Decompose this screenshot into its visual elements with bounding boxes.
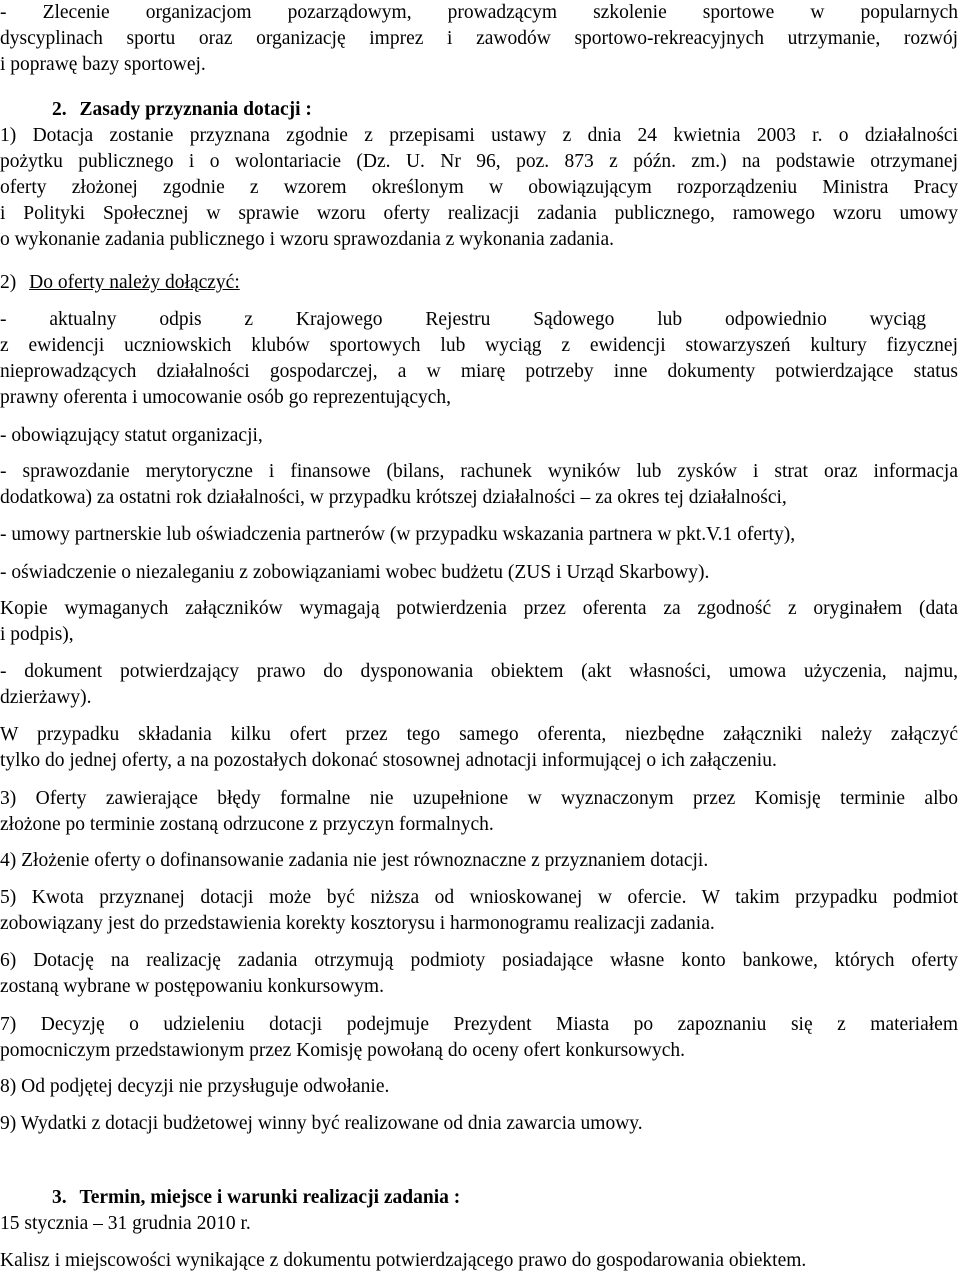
line: prawny oferenta i umocowanie osób go reprezentujących, xyxy=(0,387,452,408)
paragraph-1 xyxy=(0,123,958,253)
realization-dates: 15 stycznia – 31 grudnia 2010 r. xyxy=(0,1213,251,1234)
line: dodatkowa) za ostatni rok działalności, w przypadku krótszej działalności – za okres tej działalności, xyxy=(0,487,787,508)
paragraph-9: 9) Wydatki z dotacji budżetowej winny być realizowane od dnia zawarcia umowy. xyxy=(0,1113,643,1134)
line: oferty złożonej zgodnie z wzorem określonym w obowiązującym rozporządzeniu Ministra Pracy xyxy=(0,177,958,198)
line: z ewidencji uczniowskich klubów sportowych lub wyciąg z ewidencji stowarzyszeń kultury fizycznej xyxy=(0,335,958,356)
line: 7) Decyzję o udzieleniu dotacji podejmuje Prezydent Miasta po zapoznaniu się z materiałem xyxy=(0,1014,958,1035)
realization-place: Kalisz i miejscowości wynikające z dokumentu potwierdzającego prawo do gospodarowania obiektem. xyxy=(0,1250,807,1271)
paragraph-4: 4) Złożenie oferty o dofinansowanie zadania nie jest równoznaczne z przyznaniem dotacji. xyxy=(0,850,709,871)
section-3-heading xyxy=(52,1185,960,1211)
line: - dokument potwierdzający prawo do dysponowania obiektem (akt własności, umowa użyczenia, najmu, xyxy=(0,661,958,682)
line: i Polityki Społecznej w sprawie wzoru oferty realizacji zadania publicznego, ramowego wzoru umowy xyxy=(0,203,958,224)
line: pomocniczym przedstawionym przez Komisję powołaną do oceny ofert konkursowych. xyxy=(0,1040,686,1061)
attachment-krs xyxy=(0,307,958,411)
line: tylko do jednej oferty, a na pozostałych dokonać stosownej adnotacji informującej o ich załączeniu. xyxy=(0,750,777,771)
attachment-oswiadczenie: - oświadczenie o niezaleganiu z zobowiązaniami wobec budżetu (ZUS i Urząd Skarbowy). xyxy=(0,562,710,583)
paragraph-2-heading xyxy=(0,270,958,296)
item-zlecenie xyxy=(0,0,958,78)
line: i podpis), xyxy=(0,624,74,645)
paragraph-7 xyxy=(0,1012,958,1064)
section-title: Zasady przyznania dotacji : xyxy=(79,99,312,120)
line: zobowiązany jest do przedstawienia korekty kosztorysu i harmonogramu realizacji zadania. xyxy=(0,913,715,934)
line: 5) Kwota przyznanej dotacji może być niższa od wnioskowanej w ofercie. W takim przypadku podmiot xyxy=(0,887,958,908)
line: pożytku publicznego i o wolontariacie (Dz. U. Nr 96, poz. 873 z późn. zm.) na podstawie otrzymanej xyxy=(0,151,958,172)
copies-note xyxy=(0,596,958,648)
line: dyscyplinach sportu oraz organizację imprez i zawodów sportowo-rekreacyjnych utrzymanie, rozwój xyxy=(0,28,958,49)
multi-offers-note xyxy=(0,722,958,774)
line: 3) Oferty zawierające błędy formalne nie uzupełnione w wyznaczonym przez Komisję terminie albo xyxy=(0,788,958,809)
line: 6) Dotację na realizację zadania otrzymują podmioty posiadające własne konto bankowe, których oferty xyxy=(0,950,958,971)
attachments-heading: Do oferty należy dołączyć: xyxy=(29,272,240,293)
attachment-dokument xyxy=(0,659,958,711)
paragraph-6 xyxy=(0,948,958,1000)
line: o wykonanie zadania publicznego i wzoru sprawozdania z wykonania zadania. xyxy=(0,229,615,250)
line: 1) Dotacja zostanie przyznana zgodnie z przepisami ustawy z dnia 24 kwietnia 2003 r. o działalności xyxy=(0,125,958,146)
line: Kopie wymaganych załączników wymagają potwierdzenia przez oferenta za zgodność z oryginałem (data xyxy=(0,598,958,619)
line: - sprawozdanie merytoryczne i finansowe (bilans, rachunek wyników lub zysków i strat oraz informacja xyxy=(0,461,958,482)
line: dzierżawy). xyxy=(0,687,92,708)
line: i poprawę bazy sportowej. xyxy=(0,54,206,75)
line: złożone po terminie zostaną odrzucone z przyczyn formalnych. xyxy=(0,814,494,835)
section-title: Termin, miejsce i warunki realizacji zadania : xyxy=(79,1187,461,1208)
attachment-sprawozdanie xyxy=(0,459,958,511)
line: W przypadku składania kilku ofert przez tego samego oferenta, niezbędne załączniki należy załączyć xyxy=(0,724,958,745)
section-number: 2. xyxy=(52,99,67,120)
attachment-statut: - obowiązujący statut organizacji, xyxy=(0,425,263,446)
paragraph-number: 2) xyxy=(0,272,17,293)
section-2-heading xyxy=(52,97,960,123)
line: zostaną wybrane w postępowaniu konkursowym. xyxy=(0,976,384,997)
section-number: 3. xyxy=(52,1187,67,1208)
paragraph-8: 8) Od podjętej decyzji nie przysługuje odwołanie. xyxy=(0,1076,390,1097)
line: - aktualny odpis z Krajowego Rejestru Sądowego lub odpowiednio wyciąg xyxy=(0,309,926,330)
line: - Zlecenie organizacjom pozarządowym, prowadzącym szkolenie sportowe w popularnych xyxy=(0,2,958,23)
attachment-umowy: - umowy partnerskie lub oświadczenia partnerów (w przypadku wskazania partnera w pkt.V.1 oferty), xyxy=(0,524,796,545)
paragraph-5 xyxy=(0,885,958,937)
paragraph-3 xyxy=(0,786,958,838)
line: nieprowadzących działalności gospodarczej, a w miarę potrzeby inne dokumenty potwierdzające status xyxy=(0,361,958,382)
